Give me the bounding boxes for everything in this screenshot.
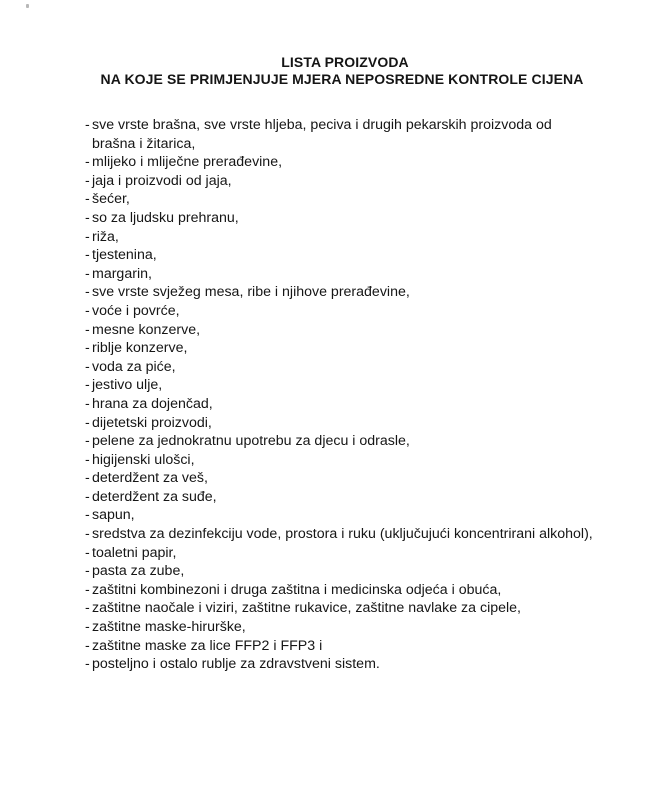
product-list-item <box>85 525 605 544</box>
product-list-item <box>85 599 605 618</box>
product-list-item <box>85 116 605 153</box>
document-title: LISTA PROIZVODA <box>281 54 409 70</box>
list-bullet: - <box>85 470 90 487</box>
product-list-item <box>85 376 605 395</box>
list-bullet: - <box>85 321 90 338</box>
list-bullet: - <box>85 228 90 245</box>
list-bullet: - <box>85 451 90 468</box>
product-list-item <box>85 562 605 581</box>
list-bullet: - <box>85 191 90 208</box>
product-name: voće i povrće, <box>92 302 180 319</box>
product-list-item <box>85 395 605 414</box>
list-bullet: - <box>85 117 90 133</box>
list-bullet: - <box>85 209 90 226</box>
product-list-item <box>85 358 605 377</box>
product-name: margarin, <box>92 265 152 282</box>
product-name: posteljno i ostalo rublje za zdravstveni sistem. <box>92 656 380 673</box>
list-bullet: - <box>85 433 90 450</box>
document-subtitle: NA KOJE SE PRIMJENJUJE MJERA NEPOSREDNE KONTROLE CIJENA <box>100 71 584 87</box>
product-list-item <box>85 506 605 525</box>
list-bullet: - <box>85 284 90 301</box>
product-name: dijetetski proizvodi, <box>92 414 212 431</box>
product-name: deterdžent za veš, <box>92 470 208 487</box>
product-name: sapun, <box>92 507 135 524</box>
product-name: sredstva za dezinfekciju vode, prostora i ruku (uključujući koncentrirani alkohol), <box>92 526 593 543</box>
product-list-item <box>85 414 605 433</box>
product-name: voda za piće, <box>92 358 176 375</box>
list-bullet: - <box>85 340 90 357</box>
product-name: hrana za dojenčad, <box>92 395 213 412</box>
product-name: jaja i proizvodi od jaja, <box>92 172 232 189</box>
product-list-item <box>85 172 605 191</box>
product-list-item <box>85 153 605 172</box>
list-bullet: - <box>85 154 90 171</box>
product-list-item <box>85 655 605 674</box>
list-bullet: - <box>85 302 90 319</box>
product-name: tjestenina, <box>92 247 157 264</box>
product-list-item <box>85 265 605 284</box>
product-list-item <box>85 544 605 563</box>
product-list-item <box>85 469 605 488</box>
product-list-item <box>85 488 605 507</box>
product-list-item <box>85 209 605 228</box>
product-list-item <box>85 302 605 321</box>
list-bullet: - <box>85 247 90 264</box>
product-name: mlijeko i mliječne prerađevine, <box>92 154 283 171</box>
product-name: zaštitne maske-hirurške, <box>92 619 246 636</box>
product-list-item <box>85 190 605 209</box>
product-list-item <box>85 432 605 451</box>
list-bullet: - <box>85 581 90 598</box>
product-name: deterdžent za suđe, <box>92 488 217 505</box>
scan-speck <box>26 4 29 8</box>
list-bullet: - <box>85 488 90 505</box>
product-name: riblje konzerve, <box>92 340 188 357</box>
product-list-item <box>85 581 605 600</box>
product-list <box>85 116 605 674</box>
product-list-item <box>85 246 605 265</box>
product-name: sve vrste brašna, sve vrste hljeba, peciva i drugih pekarskih proizvoda od brašna i žitarica, <box>92 117 552 152</box>
product-name: sve vrste svježeg mesa, ribe i njihove prerađevine, <box>92 284 410 301</box>
list-bullet: - <box>85 265 90 282</box>
list-bullet: - <box>85 358 90 375</box>
product-list-item <box>85 283 605 302</box>
list-bullet: - <box>85 395 90 412</box>
product-name: pelene za jednokratnu upotrebu za djecu i odrasle, <box>92 433 410 450</box>
product-name: mesne konzerve, <box>92 321 201 338</box>
product-name: zaštitne naočale i viziri, zaštitne rukavice, zaštitne navlake za cipele, <box>92 600 521 617</box>
product-name: zaštitni kombinezoni i druga zaštitna i medicinska odjeća i obuća, <box>92 581 502 598</box>
document-heading <box>0 54 660 88</box>
list-bullet: - <box>85 377 90 394</box>
product-list-item <box>85 637 605 656</box>
list-bullet: - <box>85 563 90 580</box>
product-name: so za ljudsku prehranu, <box>92 209 239 226</box>
list-bullet: - <box>85 172 90 189</box>
product-name: riža, <box>92 228 119 245</box>
list-bullet: - <box>85 414 90 431</box>
list-bullet: - <box>85 637 90 654</box>
list-bullet: - <box>85 544 90 561</box>
product-name: šećer, <box>92 191 130 208</box>
product-name: jestivo ulje, <box>92 377 163 394</box>
product-name: higijenski ulošci, <box>92 451 195 468</box>
product-list-item <box>85 618 605 637</box>
list-bullet: - <box>85 507 90 524</box>
list-bullet: - <box>85 600 90 617</box>
product-name: toaletni papir, <box>92 544 177 561</box>
product-name: zaštitne maske za lice FFP2 i FFP3 i <box>92 637 323 654</box>
list-bullet: - <box>85 656 90 673</box>
product-name: pasta za zube, <box>92 563 185 580</box>
product-list-item <box>85 451 605 470</box>
list-bullet: - <box>85 526 90 543</box>
product-list-item <box>85 339 605 358</box>
product-list-item <box>85 228 605 247</box>
list-bullet: - <box>85 619 90 636</box>
product-list-item <box>85 321 605 340</box>
